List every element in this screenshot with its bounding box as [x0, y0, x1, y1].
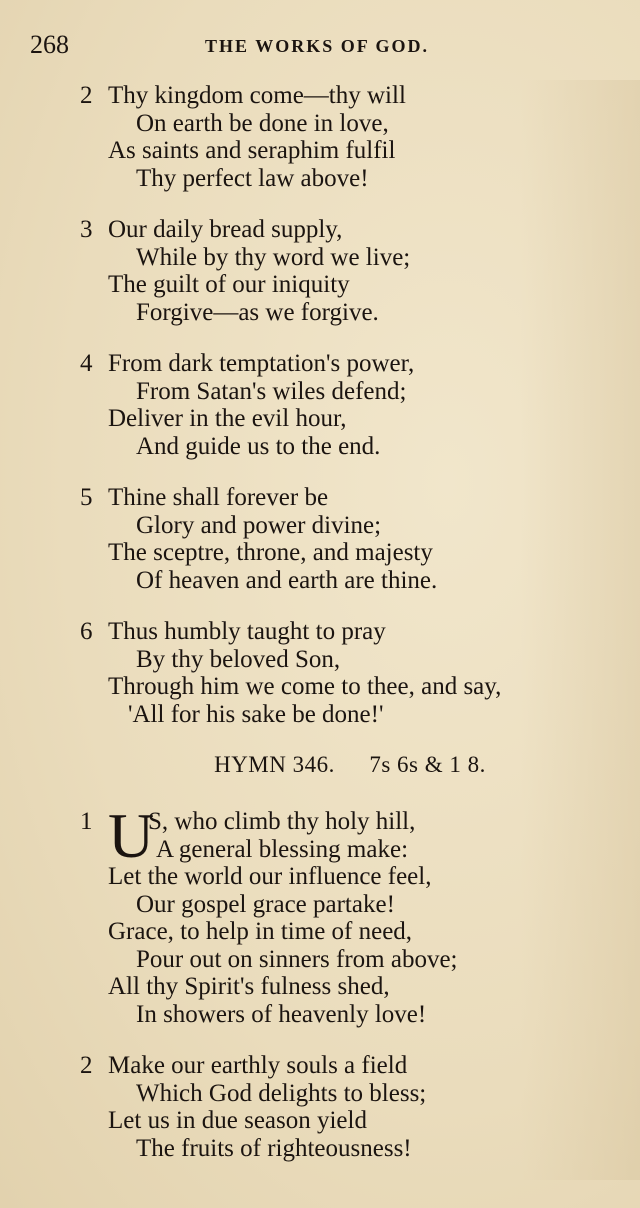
stanza-number: 3	[80, 216, 93, 243]
verse-line: Of heaven and earth are thine.	[136, 566, 438, 594]
verse-line: Thus humbly taught to pray	[108, 618, 386, 645]
page-content	[80, 82, 620, 1186]
stanza	[80, 82, 620, 192]
stanza	[80, 216, 620, 326]
verse-line: The guilt of our iniquity	[108, 271, 350, 298]
stanza-number: 6	[80, 618, 93, 645]
stanza-number: 4	[80, 350, 93, 377]
verse-line: Let the world our influence feel,	[108, 863, 432, 890]
stanza-number: 2	[80, 1052, 93, 1079]
stanza	[80, 800, 620, 1028]
verse-line: As saints and seraphim fulfil	[108, 137, 396, 164]
stanza-number: 5	[80, 484, 93, 511]
verse-line: And guide us to the end.	[136, 432, 381, 460]
hymn-meter: 7s 6s & 1 8.	[369, 752, 486, 777]
verse-line: The fruits of righteousness!	[136, 1134, 412, 1162]
stanza-number: 2	[80, 82, 93, 109]
verse-line: Forgive—as we forgive.	[136, 298, 379, 326]
verse-line: S, who climb thy holy hill,	[148, 808, 416, 835]
hymn-heading	[80, 752, 620, 778]
drop-cap: U	[108, 800, 155, 871]
page-header	[30, 30, 610, 64]
verse-line: A general blessing make:	[156, 835, 409, 863]
verse-line: By thy beloved Son,	[136, 645, 341, 673]
hymn-number: HYMN 346.	[214, 752, 335, 777]
verse-line: Thy perfect law above!	[136, 164, 369, 192]
verse-line: From Satan's wiles defend;	[136, 377, 407, 405]
page-number: 268	[30, 30, 69, 59]
running-title: THE WORKS OF GOD.	[205, 36, 430, 56]
verse-line: Make our earthly souls a field	[108, 1052, 408, 1079]
verse-line: In showers of heavenly love!	[136, 1000, 427, 1028]
verse-line: Through him we come to thee, and say,	[108, 673, 502, 700]
verse-line: The sceptre, throne, and majesty	[108, 539, 433, 566]
verse-line: Thy kingdom come—thy will	[108, 82, 406, 109]
stanza-number: 1	[80, 808, 93, 835]
stanza	[80, 484, 620, 594]
verse-line: Which God delights to bless;	[136, 1079, 427, 1107]
verse-line: Our daily bread supply,	[108, 216, 343, 243]
verse-line: Glory and power divine;	[136, 511, 382, 539]
stanza	[80, 1052, 620, 1162]
verse-line: From dark temptation's power,	[108, 350, 415, 377]
verse-line: Grace, to help in time of need,	[108, 918, 413, 945]
stanza	[80, 350, 620, 460]
verse-line: On earth be done in love,	[136, 109, 389, 137]
verse-line: Thine shall forever be	[108, 484, 329, 511]
verse-line: While by thy word we live;	[136, 243, 411, 271]
verse-line: Our gospel grace partake!	[136, 890, 395, 918]
verse-line: Let us in due season yield	[108, 1107, 367, 1134]
verse-line: 'All for his sake be done!'	[128, 700, 384, 728]
stanza	[80, 618, 620, 728]
verse-line: All thy Spirit's fulness shed,	[108, 973, 390, 1000]
verse-line: Pour out on sinners from above;	[136, 945, 458, 973]
verse-line: Deliver in the evil hour,	[108, 405, 347, 432]
